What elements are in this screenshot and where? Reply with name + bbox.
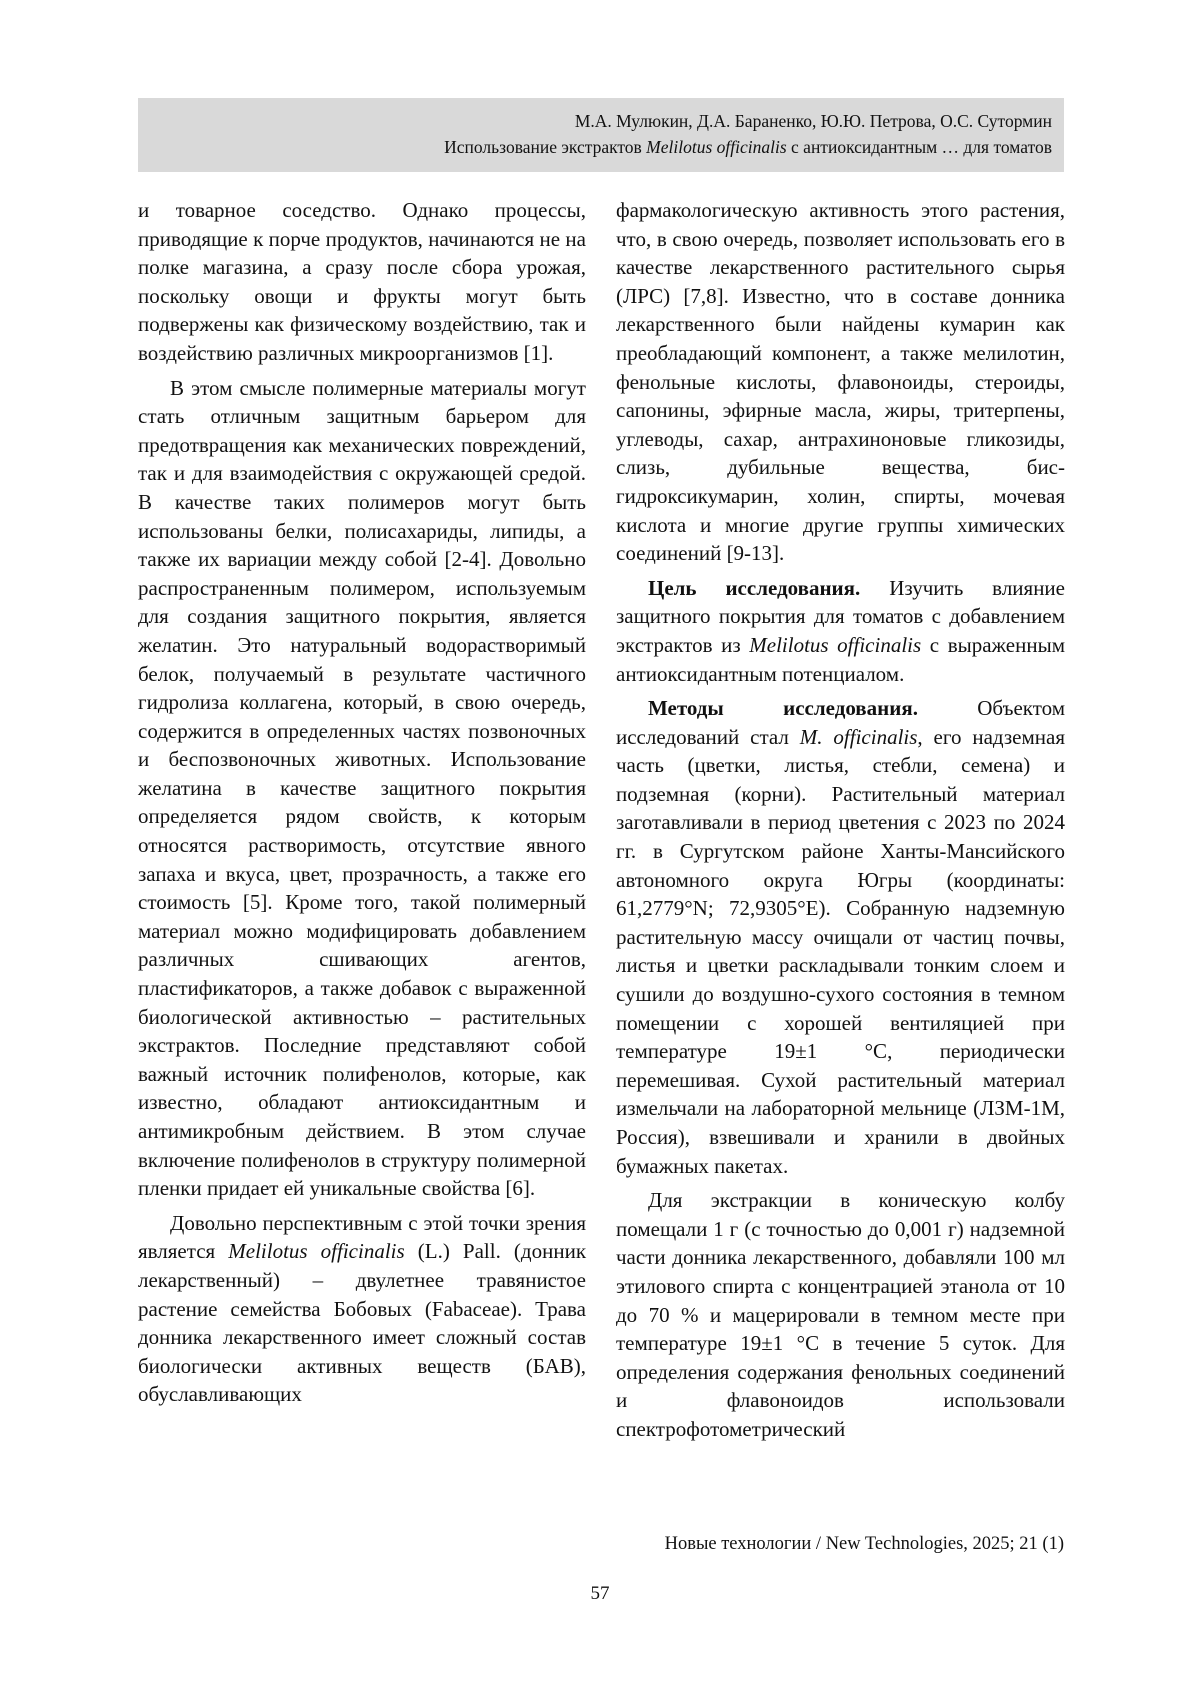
paragraph-aim: Цель исследования. Изучить влияние защитного покрытия для томатов с добавлением экстрактов из Melilotus officinalis с выраженным антиоксидантным потенциалом.: [616, 575, 1065, 686]
header-title: Использование экстрактов Melilotus officinalis с антиоксидантным … для томатов: [444, 137, 1052, 157]
running-header: [138, 98, 1064, 172]
header-authors: М.А. Мулюкин, Д.А. Бараненко, Ю.Ю. Петрова, О.С. Сутормин: [574, 111, 1052, 131]
paragraph: фармакологическую активность этого растения, что, в свою очередь, позволяет использовать его в качестве лекарственного растительного сырья (ЛРС) [7,8]. Известно, что в составе донника лекарственного были найдены кумарин как преобладающий компонент, а также мелилотин, фенольные кислоты, флавоноиды, стероиды, сапонины, эфирные масла, жиры, тритерпены, углеводы, сахар, антрахиноновые гликозиды, слизь, дубильные вещества, бис-гидроксикумарин, холин, спирты, мочевая кислота и многие другие группы химических соединений [9-13].: [616, 198, 1065, 566]
paragraph-methods: Методы исследования. Объектом исследований стал M. officinalis, его надземная часть (цветки, листья, стебли, семена) и подземная (корни). Растительный материал заготавливали в период цветения с 2023 по 2024 гг. в Сургутском районе Ханты-Мансийского автономного округа Югры (координаты: 61,2779°N; 72,9305°E). Собранную надземную растительную массу очищали от частиц почвы, листья и цветки раскладывали тонким слоем и сушили до воздушно-сухого состояния в темном помещении с хорошей вентиляцией при температуре 19±1 °C, периодически перемешивая. Сухой растительный материал измельчали на лабораторной мельнице (ЛЗМ-1М, Россия), взвешивали и хранили в двойных бумажных пакетах.: [616, 696, 1065, 1178]
paragraph: Для экстракции в коническую колбу помещали 1 г (с точностью до 0,001 г) надземной части донника лекарственного, добавляли 100 мл этилового спирта с концентрацией этанола от 10 до 70 % и мацерировали в темном месте при температуре 19±1 °C в течение 5 суток. Для определения содержания фенольных соединений и флавоноидов использовали спектрофотометрический: [616, 1188, 1065, 1441]
page-number: 57: [590, 1583, 610, 1604]
paragraph: В этом смысле полимерные материалы могут стать отличным защитным барьером для предотвращения как механических повреждений, так и для взаимодействия с окружающей средой. В качестве таких полимеров могут быть использованы белки, полисахариды, липиды, а также их вариации между собой [2-4]. Довольно распространенным полимером, используемым для создания защитного покрытия, является желатин. Это натуральный водорастворимый белок, получаемый в результате частичного гидролиза коллагена, который, в свою очередь, содержится в определенных частях позвоночных и беспозвоночных животных. Использование желатина в качестве защитного покрытия определяется рядом свойств, к которым относятся растворимость, отсутствие явного запаха и вкуса, цвет, прозрачность, а также его стоимость [5]. Кроме того, такой полимерный материал можно модифицировать добавлением различных сшивающих агентов, пластификаторов, а также добавок с выраженной биологической активностью – растительных экстрактов. Последние представляют собой важный источник полифенолов, которые, как известно, обладают антиоксидантным и антимикробным действием. В этом случае включение полифенолов в структуру полимерной пленки придает ей уникальные свойства [6].: [138, 375, 586, 1201]
paragraph: Довольно перспективным с этой точки зрения является Melilotus officinalis (L.) Pall. (донник лекарственный) – двулетнее травянистое растение семейства Бобовых (Fabaceae). Трава донника лекарственного имеет сложный состав биологически активных веществ (БАВ), обуславливающих: [138, 1210, 587, 1407]
journal-footer: Новые технологии / New Technologies, 2025; 21 (1): [664, 1534, 1064, 1554]
paragraph: и товарное соседство. Однако процессы, приводящие к порче продуктов, начинаются не на полке магазина, а сразу после сбора урожая, поскольку овощи и фрукты могут быть подвержены как физическому воздействию, так и воздействию различных микроорганизмов [1].: [138, 198, 586, 365]
right-column: [616, 196, 1065, 1444]
left-column: [138, 196, 586, 1409]
